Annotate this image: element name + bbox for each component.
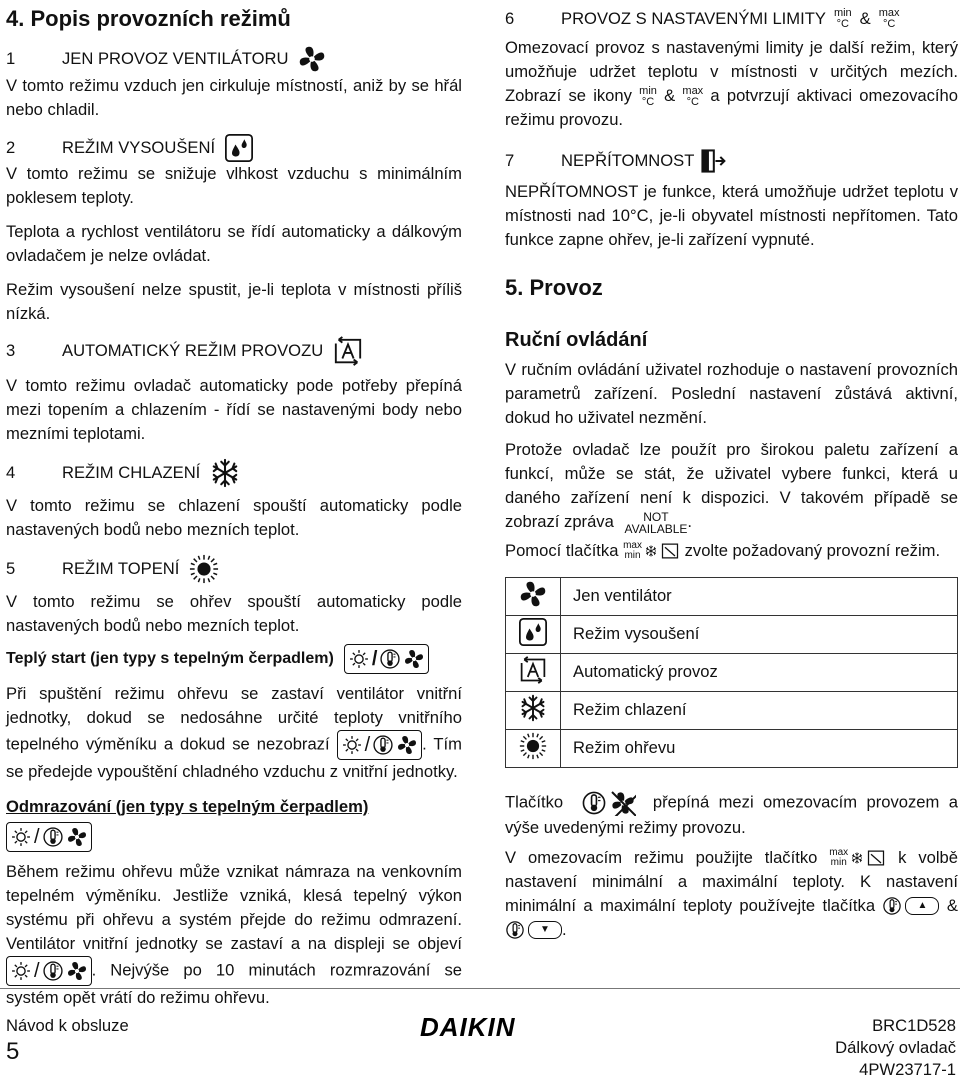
mode3-heading <box>6 336 462 366</box>
toggle-text-b: přepíná mezi omezovacím provozem a výše uvedenými režimy provozu. <box>505 792 958 837</box>
up-arrow-icon: ▲ <box>905 897 939 915</box>
droplet-icon <box>519 618 547 646</box>
daikin-logo: DAIKIN <box>420 1012 516 1042</box>
mode-label: Jen ventilátor <box>561 577 958 615</box>
warm-start-title: Teplý start (jen typy s tepelným čerpadlem) <box>6 650 334 667</box>
mode6-text <box>505 36 958 132</box>
mode-label: Automatický provoz <box>561 653 958 691</box>
mode3-number: 3 <box>6 341 16 360</box>
sun-icon <box>10 960 32 982</box>
manual-text2-body: Protože ovladač lze použít pro širokou paletu zařízení a funkcí, může se stát, že uživatel vybere funkci, která u daného zařízení není k dispozici. V takovém případě se zobrazí zpráva <box>505 440 958 531</box>
fan-icon <box>403 648 425 670</box>
mode2-number: 2 <box>6 138 16 157</box>
toggle-text-a: Tlačítko <box>505 792 564 811</box>
limit-text <box>505 846 958 942</box>
auto-icon <box>519 656 547 684</box>
left-column <box>6 0 462 1010</box>
fan-icon <box>66 826 88 848</box>
slash-icon: / <box>34 960 40 982</box>
table-row <box>506 653 958 691</box>
min-label: min <box>833 7 852 19</box>
footer-model: BRC1D528 <box>872 1016 956 1035</box>
limit-text-end: . <box>562 919 567 939</box>
unit-label: °C <box>641 95 655 108</box>
sun-icon <box>341 734 363 756</box>
mode2-label: REŽIM VYSOUŠENÍ <box>62 138 216 157</box>
limit-toggle-button-icon <box>581 790 636 816</box>
mode6-label: PROVOZ S NASTAVENÝMI LIMITY <box>561 9 826 28</box>
mode4-label: REŽIM CHLAZENÍ <box>62 463 201 482</box>
mode3-label: AUTOMATICKÝ REŽIM PROVOZU <box>62 341 324 360</box>
max-label: max <box>682 84 704 97</box>
manual-text3 <box>505 539 958 563</box>
manual-text3b: zvolte požadovaný provozní režim. <box>684 540 941 560</box>
table-row <box>506 691 958 729</box>
defrost-text2: . Nejvýše po 10 minutách rozmrazování se systém opět vrátí do režimu ohřevu. <box>6 960 462 1007</box>
limit-select-button-icon <box>829 848 886 868</box>
mode7-heading <box>505 148 958 174</box>
mode7-text: NEPŘÍTOMNOST je funkce, která umožňuje udržet teplotu v místnosti nad 10°C, je-li obyvatel místnosti nepřítomen. Tato funkce zapne ohřev, je-li zařízení vypnuté. <box>505 182 958 249</box>
manual-title: Ruční ovládání <box>505 329 648 351</box>
snowflake-icon <box>851 848 863 868</box>
maxmin-label <box>829 848 848 868</box>
limit-text-b: k volbě nastavení minimální a maximální teploty. K nastavení minimální a maximální teploty používejte tlačítka <box>505 847 958 915</box>
mode2-heading <box>6 134 462 162</box>
thermometer-icon <box>581 790 607 816</box>
droplet-icon <box>225 134 253 162</box>
section4-title: 4. Popis provozních režimů <box>6 6 291 31</box>
mode1-number: 1 <box>6 49 16 68</box>
thermometer-icon <box>42 826 64 848</box>
defrost-title: Odmrazování (jen typy s tepelným čerpadlem) <box>6 797 369 816</box>
down-arrow-icon: ▼ <box>528 921 562 939</box>
manual-text2: Protože ovladač lze použít pro širokou paletu zařízení a funkcí, může se stát, že uživatel vybere funkci, která u daného zařízení není k dispozici. V takovém případě se zobrazí zpráva NOT AVAILABLE . <box>505 440 958 536</box>
list-icon <box>866 848 886 868</box>
defrost-text1: Během režimu ohřevu může vznikat námraza na venkovním tepelném výměníku. Jestliže vzniká, klesá tepelný výkon systému při ohřevu a systém přejde do režimu odmrazení. Ventilátor vnitřní jednotky se zastaví a na displeji se objeví <box>6 862 462 953</box>
thermometer-icon <box>505 920 525 940</box>
mode6-text2: a potvrzují aktivaci omezovacího režimu provozu. <box>505 86 958 129</box>
max-label: max <box>829 847 849 859</box>
snowflake-icon <box>645 541 657 561</box>
max-temp-icon <box>682 86 703 108</box>
snowflake-icon <box>210 458 240 488</box>
limit-text-a: V omezovacím režimu použijte tlačítko <box>505 847 818 867</box>
footer-product: Dálkový ovladač <box>835 1038 956 1057</box>
warm-start-heading <box>6 644 462 674</box>
mode-label: Režim chlazení <box>561 691 958 729</box>
sun-icon <box>519 732 547 760</box>
fan-icon <box>518 579 548 609</box>
mode6-heading <box>505 6 958 32</box>
table-row <box>506 729 958 767</box>
mode4-text: V tomto režimu se chlazení spouští automaticky podle nastavených bodů nebo mezních teplot. <box>6 496 462 539</box>
warm-start-text2: . Tím se předejde vypouštění chladného vzduchu z vnitřní jednotky. <box>6 734 462 781</box>
mode1-heading <box>6 44 462 74</box>
mode6-amp-inline: & <box>664 86 676 105</box>
mode5-text: V tomto režimu se ohřev spouští automaticky podle nastavených bodů nebo mezních teplot. <box>6 592 462 635</box>
maxmin-label <box>623 541 642 561</box>
not-available-indicator <box>624 511 687 535</box>
footer-manual-label: Návod k obsluze <box>6 1016 129 1035</box>
mode2-text3: Režim vysoušení nelze spustit, je-li teplota v místnosti příliš nízká. <box>6 280 462 323</box>
mode5-heading <box>6 554 462 584</box>
unit-label: °C <box>836 18 849 30</box>
page-number: 5 <box>6 1038 20 1065</box>
unit-label: °C <box>686 95 699 108</box>
toggle-text <box>505 790 958 840</box>
mode7-label: NEPŘÍTOMNOST <box>561 151 695 170</box>
mode2-text2: Teplota a rychlost ventilátoru se řídí automaticky a dálkovým ovladačem je nelze ovládat. <box>6 222 462 265</box>
absence-icon <box>700 148 726 174</box>
right-column <box>505 0 958 942</box>
min-label: min <box>830 857 847 869</box>
thermometer-icon <box>882 896 902 916</box>
slash-icon: / <box>371 648 378 670</box>
thermometer-icon <box>379 648 401 670</box>
thermometer-icon <box>42 960 64 982</box>
min-label: min <box>624 550 641 562</box>
min-temp-icon <box>639 86 657 108</box>
mode5-number: 5 <box>6 559 16 578</box>
max-temp-icon <box>879 8 900 30</box>
fan-icon <box>66 960 88 982</box>
mode1-label: JEN PROVOZ VENTILÁTORU <box>62 49 289 68</box>
mode2-text1: V tomto režimu se snižuje vlhkost vzduchu s minimálním poklesem teploty. <box>6 164 462 207</box>
defrost-display-icon <box>6 822 92 852</box>
section5-title: 5. Provoz <box>505 275 603 300</box>
min-temp-icon <box>834 8 852 30</box>
mode-select-button-icon <box>623 541 680 561</box>
sun-icon <box>348 648 370 670</box>
available-label: AVAILABLE <box>624 521 688 536</box>
warm-start-text1: Při spuštění režimu ohřevu se zastaví ventilátor vnitřní jednotky, dokud se nedosáhne určité teploty vnitřního tepelného výměníku a dokud se nezobrazí <box>6 684 462 754</box>
snowflake-icon <box>519 694 547 722</box>
mode6-number: 6 <box>505 9 515 28</box>
defrost-heading-icon-wrap <box>6 822 462 852</box>
thermometer-icon <box>372 734 394 756</box>
modes-table <box>505 577 958 768</box>
warm-start-inline-icon <box>337 730 423 760</box>
temp-up-button-icon <box>882 896 939 916</box>
mode4-heading <box>6 458 462 488</box>
warm-start-display-icon <box>344 644 430 674</box>
not-label: NOT <box>643 509 669 524</box>
crossed-fan-icon <box>610 790 636 816</box>
slash-icon: / <box>364 734 371 756</box>
fan-icon <box>396 734 418 756</box>
mode3-text: V tomto režimu ovladač automaticky pode potřeby přepíná mezi topením a chlazením - řídí se nastavenými body nebo mezními teplotami. <box>6 376 462 443</box>
mode7-number: 7 <box>505 151 515 170</box>
unit-label: °C <box>882 18 896 30</box>
slash-icon: / <box>34 826 40 848</box>
sun-icon <box>10 826 32 848</box>
table-row <box>506 615 958 653</box>
sun-icon <box>189 554 219 584</box>
fan-icon <box>297 44 327 74</box>
footer-doc-code: 4PW23717-1 <box>859 1060 956 1079</box>
defrost-inline-icon <box>6 956 92 986</box>
limit-text-amp: & <box>946 895 958 915</box>
mode-label: Režim ohřevu <box>561 729 958 767</box>
mode4-number: 4 <box>6 463 16 482</box>
footer-rule <box>0 988 960 989</box>
table-row <box>506 577 958 615</box>
auto-icon <box>333 336 363 366</box>
warm-start-text <box>6 682 462 784</box>
mode-label: Režim vysoušení <box>561 615 958 653</box>
mode6-amp: & <box>859 9 871 28</box>
manual-text3a: Pomocí tlačítka <box>505 540 619 560</box>
mode6-text1: Omezovací provoz s nastavenými limity je další režim, který umožňuje udržet teplotu v místnosti v určitých mezích. Zobrazí se ikony <box>505 38 958 105</box>
manual-text1: V ručním ovládání uživatel rozhoduje o nastavení provozních parametrů zařízení. Poslední nastavení zůstává aktivní, dokud ho uživatel nezmění. <box>505 360 958 427</box>
min-label: min <box>639 84 657 97</box>
temp-down-button-icon <box>505 920 562 940</box>
mode1-text: V tomto režimu vzduch jen cirkuluje místností, aniž by se hřál nebo chladil. <box>6 76 462 119</box>
mode5-label: REŽIM TOPENÍ <box>62 559 180 578</box>
list-icon <box>660 541 680 561</box>
max-label: max <box>878 7 900 19</box>
max-label: max <box>623 540 642 552</box>
